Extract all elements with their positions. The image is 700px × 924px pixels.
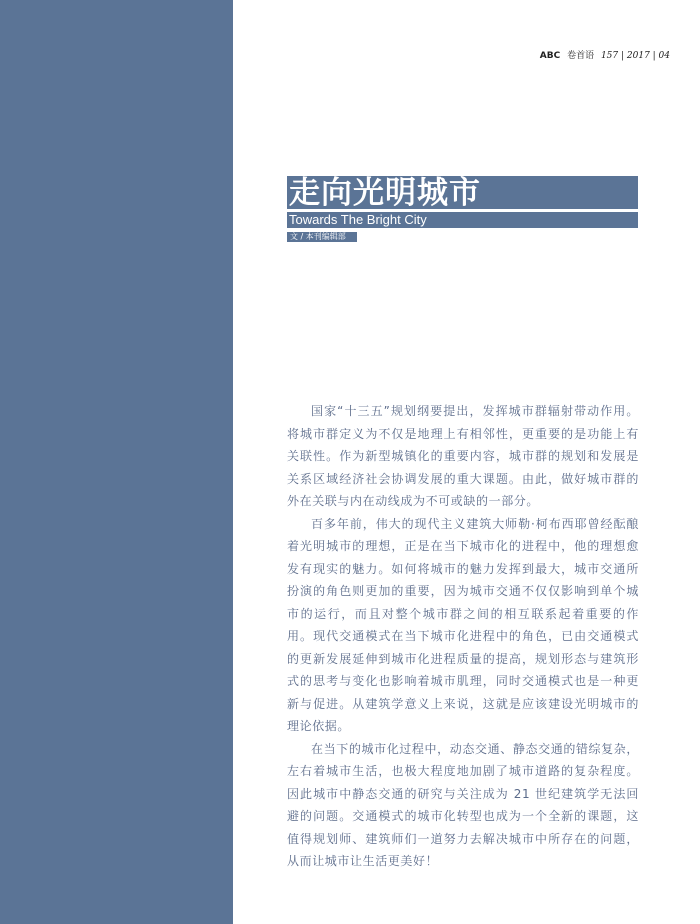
article-paragraph: 国家“十三五”规划纲要提出，发挥城市群辐射带动作用。将城市群定义为不仅是地理上有相邻性，更重要的是功能上有关联性。作为新型城镇化的重要内容，城市群的规划和发展是关系区域经济社会协调发展的重大课题。由此，做好城市群的外在关联与内在动线成为不可或缺的一部分。: [287, 404, 639, 508]
side-color-band: [0, 0, 233, 924]
issue-number: 157 | 2017 | 04: [600, 51, 670, 61]
page-title: 走向光明城市: [289, 175, 481, 211]
column-name: 卷首语: [567, 51, 595, 61]
article-paragraph: 在当下的城市化过程中，动态交通、静态交通的错综复杂，左右着城市生活，也极大程度地加剧了城市道路的复杂程度。因此城市中静态交通的研究与关注成为 21 世纪建筑学无法回避的问题。交通模式的城市化转型也成为一个全新的课题，这值得规划师、建筑师们一道努力去解决城市中所存在的问题，从而让城市让生活更美好！: [287, 741, 639, 868]
article-body: [287, 400, 639, 873]
byline: 文 / 本刊编辑部: [290, 232, 346, 241]
magazine-logo: ABC: [539, 51, 561, 61]
article-paragraph: 百多年前，伟大的现代主义建筑大师勒·柯布西耶曾经酝酿着光明城市的理想，正是在当下城市化的进程中，他的理想愈发有现实的魅力。如何将城市的魅力发挥到最大，城市交通所扮演的角色则更加的重要，因为城市交通不仅仅影响到单个城市的运行，而且对整个城市群之间的相互联系起着重要的作用。现代交通模式在当下城市化进程中的角色，已由交通模式的更新发展延伸到城市化进程质量的提高，规划形态与建筑形式的思考与变化也影响着城市肌理，同时交通模式也是一种更新与促进。从建筑学意义上来说，这就是应该建设光明城市的理论依据。: [287, 516, 639, 733]
page-header: [540, 48, 670, 61]
page-subtitle: Towards The Bright City: [289, 212, 427, 227]
